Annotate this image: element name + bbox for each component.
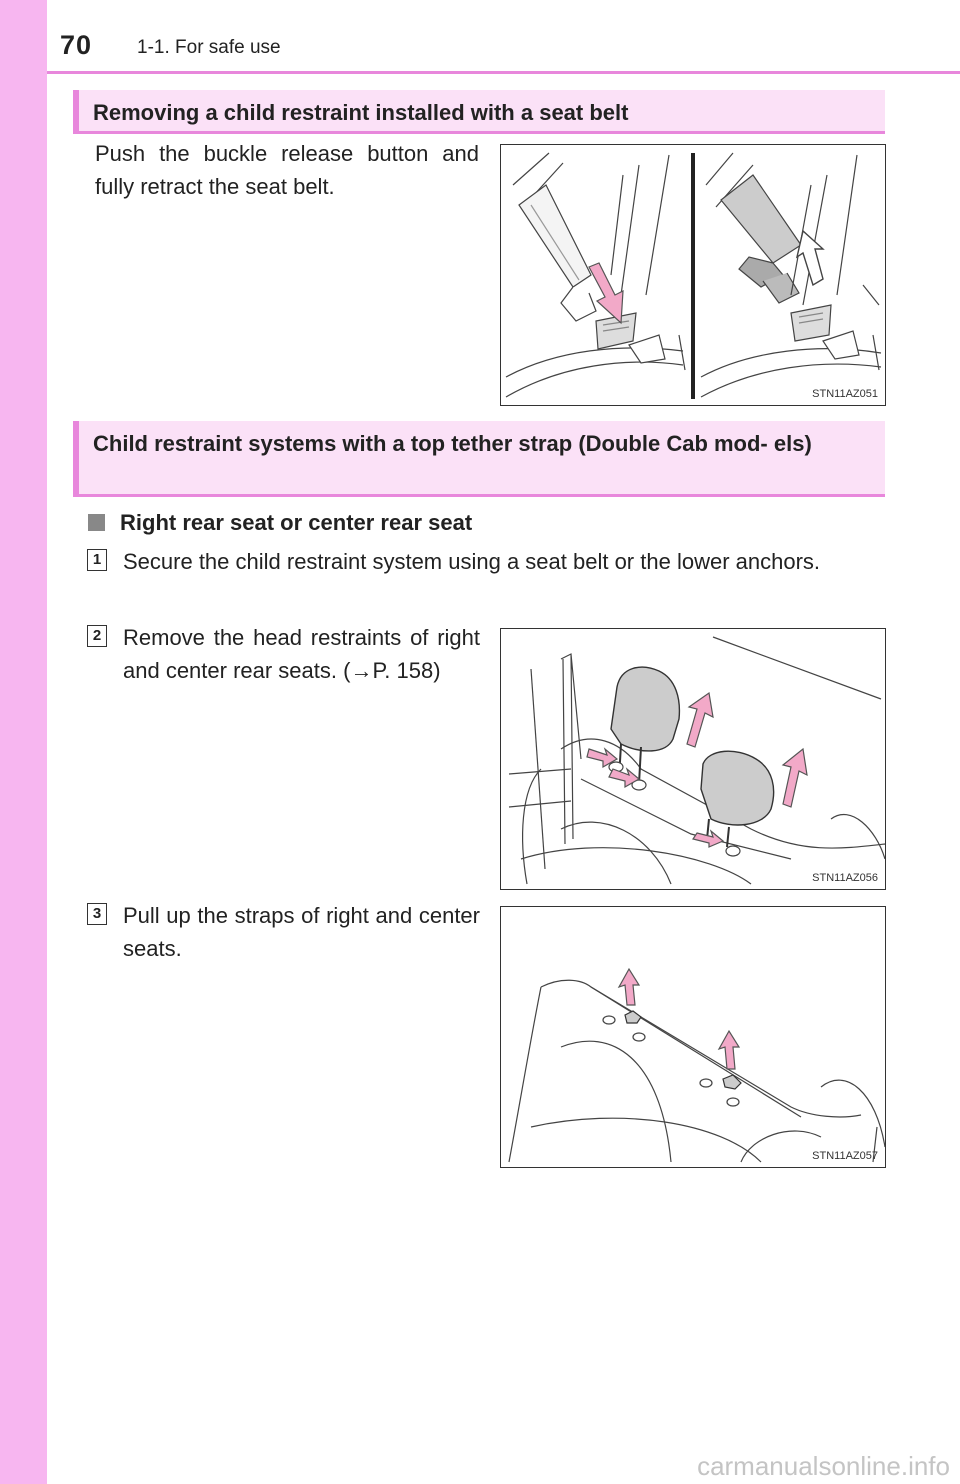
figure-seat-belt-release — [500, 144, 886, 406]
step-2-text: Remove the head restraints of right and center rear seats. (→P. 158) — [123, 625, 480, 683]
step-1-text: Secure the child restraint system using a seat belt or the lower anchors. — [123, 549, 821, 574]
figure-code-051: STN11AZ051 — [812, 388, 878, 400]
section-heading-top-tether: Child restraint systems with a top tether strap (Double Cab mod- els) — [73, 421, 885, 497]
figure-pull-up-straps — [500, 906, 886, 1168]
step-number-2: 2 — [87, 625, 107, 647]
side-color-strip — [0, 0, 47, 1484]
figure-code-056: STN11AZ056 — [812, 872, 878, 884]
square-bullet-icon — [88, 514, 105, 531]
step-number-3: 3 — [87, 903, 107, 925]
figure-code-057: STN11AZ057 — [812, 1150, 878, 1162]
subheading-text: Right rear seat or center rear seat — [120, 510, 473, 535]
step-number-1: 1 — [87, 549, 107, 571]
page-number: 70 — [60, 30, 93, 60]
section-reference: 1-1. For safe use — [137, 37, 281, 58]
removing-restraint-text: Push the buckle release button and fully retract the seat belt. — [95, 141, 479, 199]
figure-remove-head-restraints — [500, 628, 886, 890]
watermark: carmanualsonline.info — [697, 1451, 950, 1481]
subheading-rear-seat — [88, 506, 472, 539]
section-heading-removing-restraint: Removing a child restraint installed with a seat belt — [73, 90, 885, 134]
step-3-text: Pull up the straps of right and center seats. — [123, 903, 480, 961]
header-divider — [47, 71, 960, 74]
